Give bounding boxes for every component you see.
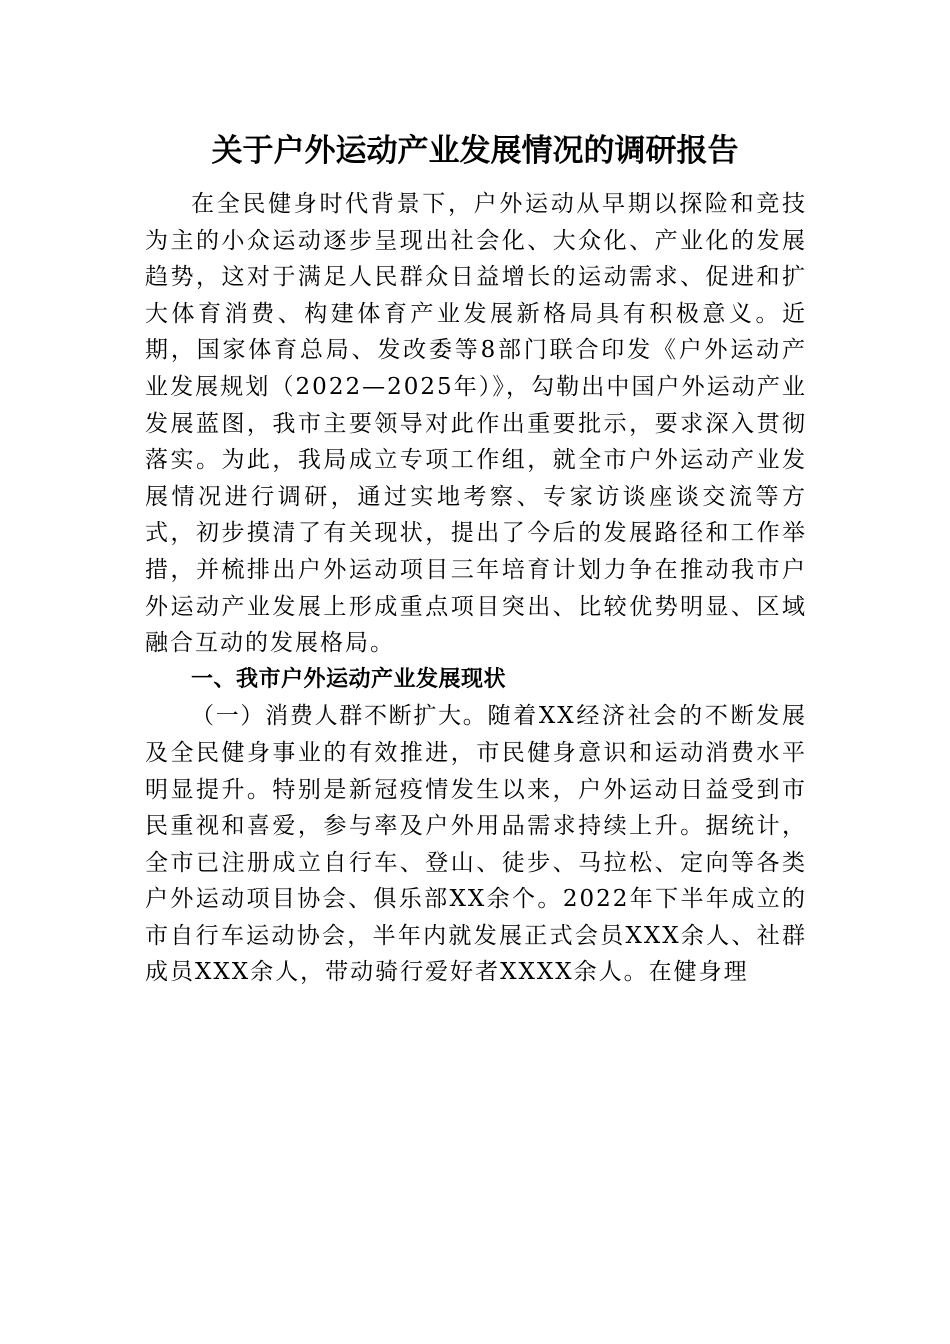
document-body xyxy=(145,186,807,991)
intro-paragraph: 在全民健身时代背景下，户外运动从早期以探险和竞技为主的小众运动逐步呈现出社会化、大众化、产业化的发展趋势，这对于满足人民群众日益增长的运动需求、促进和扩大体育消费、构建体育产业发展新格局具有积极意义。近期，国家体育总局、发改委等8部门联合印发《户外运动产业发展规划（2022—2025年）》，勾勒出中国户外运动产业发展蓝图，我市主要领导对此作出重要批示，要求深入贯彻落实。为此，我局成立专项工作组，就全市户外运动产业发展情况进行调研，通过实地考察、专家访谈座谈交流等方式，初步摸清了有关现状，提出了今后的发展路径和工作举措，并梳排出户外运动项目三年培育计划力争在推动我市户外运动产业发展上形成重点项目突出、比较优势明显、区域融合互动的发展格局。 xyxy=(145,191,807,657)
subsection-paragraph-1 xyxy=(145,698,807,991)
document-title: 关于户外运动产业发展情况的调研报告 xyxy=(211,133,739,169)
subsection-text-1: 随着XX经济社会的不断发展及全民健身事业的有效推进，市民健身意识和运动消费水平明显提升。特别是新冠疫情发生以来，户外运动日益受到市民重视和喜爱，参与率及户外用品需求持续上升。据统计，全市已注册成立自行车、登山、徒步、马拉松、定向等各类户外运动项目协会、俱乐部XX余个。2022年下半年成立的市自行车运动协会，半年内就发展正式会员XXX余人、社群成员XXX余人，带动骑行爱好者XXXX余人。在健身理 xyxy=(145,703,808,986)
subsection-lead-1: （一）消费人群不断扩大。 xyxy=(191,703,488,730)
section-heading-1: 一、我市户外运动产业发展现状 xyxy=(191,666,507,692)
